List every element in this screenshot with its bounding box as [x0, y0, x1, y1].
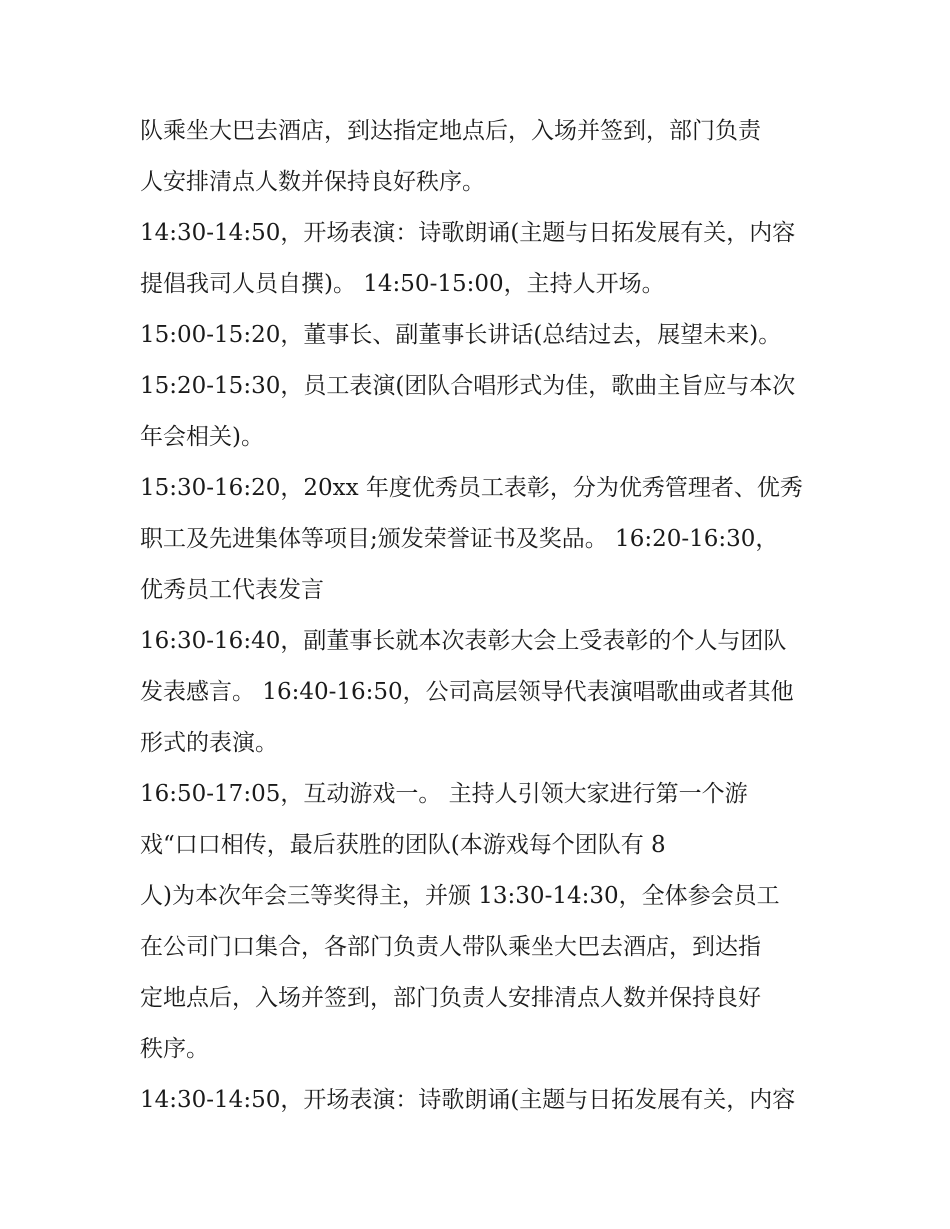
text-line: 提倡我司人员自撰)。 14:50-15:00，主持人开场。	[140, 271, 665, 297]
text-line: 形式的表演。	[140, 730, 278, 756]
text-line: 16:50-17:05，互动游戏一。 主持人引领大家进行第一个游	[140, 781, 748, 807]
text-line: 14:30-14:50，开场表演：诗歌朗诵(主题与日拓发展有关，内容	[140, 220, 796, 246]
text-line: 14:30-14:50，开场表演：诗歌朗诵(主题与日拓发展有关，内容	[140, 1087, 796, 1113]
text-line: 人)为本次年会三等奖得主，并颁 13:30-14:30，全体参会员工	[140, 883, 780, 909]
text-line: 定地点后，入场并签到，部门负责人安排清点人数并保持良好	[140, 985, 761, 1011]
text-line: 发表感言。 16:40-16:50，公司高层领导代表演唱歌曲或者其他	[140, 679, 794, 705]
text-line: 年会相关)。	[140, 424, 264, 450]
document-body	[140, 106, 820, 1126]
text-line: 15:30-16:20，20xx 年度优秀员工表彰，分为优秀管理者、优秀	[140, 475, 803, 501]
text-line: 队乘坐大巴去酒店，到达指定地点后，入场并签到，部门负责	[140, 118, 761, 144]
text-line: 15:00-15:20，董事长、副董事长讲话(总结过去，展望未来)。	[140, 322, 782, 348]
text-line: 戏“口口相传，最后获胜的团队(本游戏每个团队有 8	[140, 832, 666, 858]
text-line: 在公司门口集合，各部门负责人带队乘坐大巴去酒店，到达指	[140, 934, 761, 960]
text-line: 秩序。	[140, 1036, 209, 1062]
text-line: 职工及先进集体等项目;颁发荣誉证书及奖品。 16:20-16:30，	[140, 526, 779, 552]
text-line: 优秀员工代表发言	[140, 577, 324, 603]
text-line: 16:30-16:40，副董事长就本次表彰大会上受表彰的个人与团队	[140, 628, 787, 654]
text-line: 人安排清点人数并保持良好秩序。	[140, 169, 485, 195]
text-line: 15:20-15:30，员工表演(团队合唱形式为佳，歌曲主旨应与本次	[140, 373, 796, 399]
